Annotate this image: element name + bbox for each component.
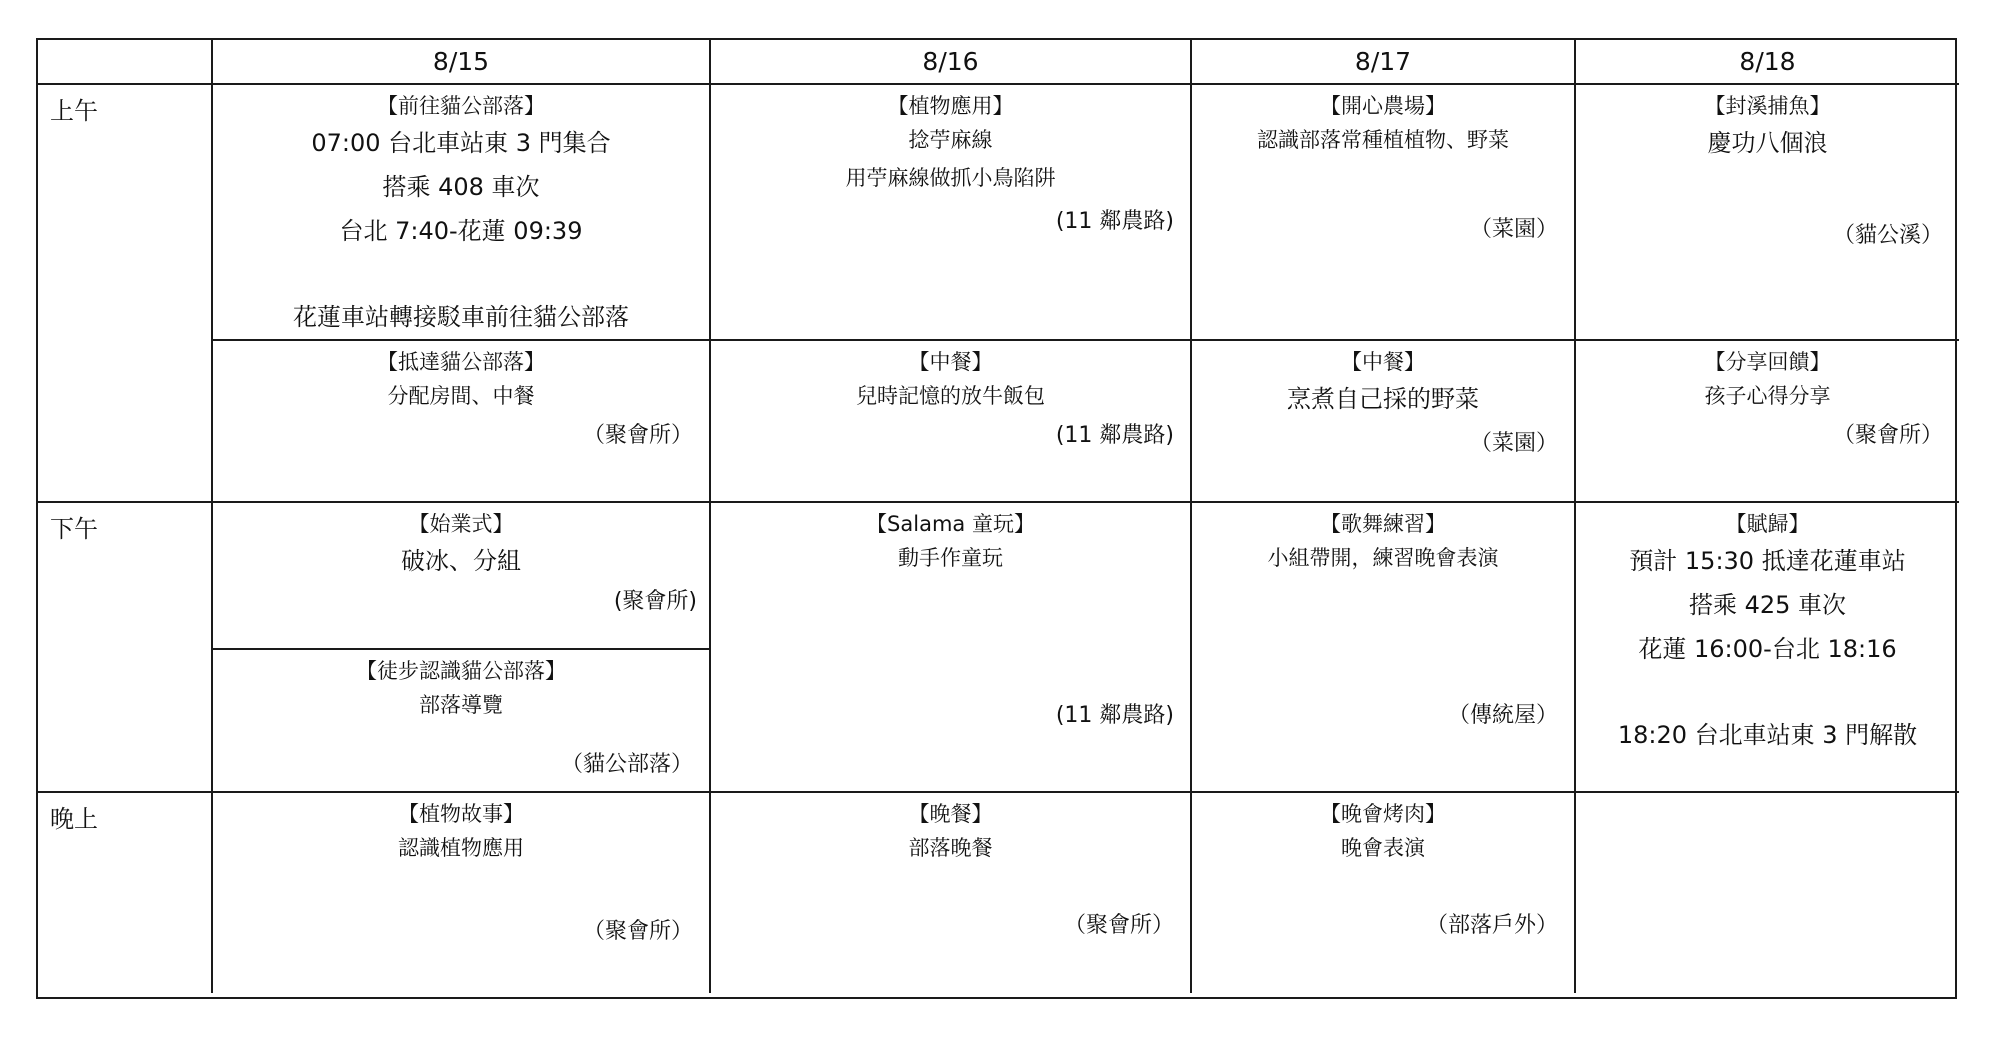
corner-cell bbox=[38, 40, 213, 85]
d1-morning-1 bbox=[213, 85, 711, 341]
d1-morning-2 bbox=[213, 341, 711, 503]
session-location: （部落戶外） bbox=[1425, 913, 1558, 938]
session-title: 【封溪捕魚】 bbox=[1704, 94, 1831, 118]
session-title: 【晚會烤肉】 bbox=[1320, 802, 1446, 826]
session-line: 預計 15:30 抵達花蓮車站 bbox=[1629, 547, 1906, 575]
d4-afternoon bbox=[1576, 503, 1959, 793]
session-title: 【植物應用】 bbox=[887, 94, 1014, 118]
session-title: 【始業式】 bbox=[408, 512, 514, 536]
session-title: 【歌舞練習】 bbox=[1320, 512, 1446, 536]
session-line: 認識部落常種植植物、野菜 bbox=[1257, 128, 1509, 152]
session-line: 小組帶開，練習晚會表演 bbox=[1267, 546, 1499, 570]
period-morning: 上午 bbox=[38, 85, 213, 503]
session-location: （菜園） bbox=[1469, 431, 1558, 456]
d1-evening bbox=[213, 793, 711, 993]
session-location: （聚會所） bbox=[582, 919, 693, 944]
session-line: 搭乘 425 車次 bbox=[1688, 591, 1847, 619]
session-line: 分配房間、中餐 bbox=[387, 384, 535, 408]
date-header-3: 8/17 bbox=[1192, 40, 1576, 85]
session-title: 【Salama 童玩】 bbox=[866, 512, 1035, 536]
session-line: 破冰、分組 bbox=[401, 547, 521, 575]
d3-afternoon bbox=[1192, 503, 1576, 793]
d2-morning-1 bbox=[711, 85, 1192, 341]
session-location: （貓公溪） bbox=[1832, 223, 1943, 248]
session-line: 晚會表演 bbox=[1341, 836, 1425, 860]
d1-afternoon-1 bbox=[213, 503, 711, 650]
period-afternoon: 下午 bbox=[38, 503, 213, 793]
d2-evening bbox=[711, 793, 1192, 993]
session-location: （菜園） bbox=[1469, 217, 1558, 242]
session-title: 【中餐】 bbox=[908, 350, 993, 374]
session-title: 【晚餐】 bbox=[908, 802, 993, 826]
session-title: 【植物故事】 bbox=[398, 802, 524, 826]
session-location: (聚會所) bbox=[613, 589, 697, 614]
session-line: 搭乘 408 車次 bbox=[382, 173, 540, 201]
session-line: 18:20 台北車站東 3 門解散 bbox=[1617, 721, 1918, 749]
session-title: 【開心農場】 bbox=[1320, 94, 1446, 118]
session-line: 花蓮 16:00-台北 18:16 bbox=[1638, 635, 1897, 663]
session-line: 動手作童玩 bbox=[898, 546, 1003, 570]
session-line: 慶功八個浪 bbox=[1707, 129, 1828, 157]
d1-afternoon-2 bbox=[213, 650, 711, 793]
d4-morning-2 bbox=[1576, 341, 1959, 503]
session-line: 用苧麻線做抓小鳥陷阱 bbox=[845, 166, 1056, 190]
session-line: 部落導覽 bbox=[419, 693, 503, 717]
date-header-1: 8/15 bbox=[213, 40, 711, 85]
session-title: 【前往貓公部落】 bbox=[377, 94, 545, 118]
d4-evening-empty bbox=[1576, 793, 1959, 993]
session-line: 烹煮自己採的野菜 bbox=[1287, 385, 1479, 413]
session-location: （聚會所） bbox=[582, 423, 693, 448]
session-line: 兒時記憶的放牛飯包 bbox=[856, 384, 1045, 408]
session-line: 台北 7:40-花蓮 09:39 bbox=[339, 217, 583, 245]
session-location: （聚會所） bbox=[1063, 913, 1174, 938]
session-line: 部落晚餐 bbox=[908, 836, 993, 860]
date-header-2: 8/16 bbox=[711, 40, 1192, 85]
session-line: 07:00 台北車站東 3 門集合 bbox=[311, 129, 611, 157]
session-title: 【徒步認識貓公部落】 bbox=[356, 659, 566, 683]
d3-morning-1 bbox=[1192, 85, 1576, 341]
date-header-4: 8/18 bbox=[1576, 40, 1959, 85]
period-evening: 晚上 bbox=[38, 793, 213, 993]
d3-morning-2 bbox=[1192, 341, 1576, 503]
session-location: （貓公部落） bbox=[560, 752, 693, 777]
session-title: 【分享回饋】 bbox=[1704, 350, 1831, 374]
session-location: (11 鄰農路) bbox=[1055, 423, 1174, 448]
session-location: （傳統屋） bbox=[1447, 703, 1558, 728]
session-title: 【賦歸】 bbox=[1725, 512, 1810, 536]
session-line: 認識植物應用 bbox=[398, 836, 524, 860]
session-line: 捻苧麻線 bbox=[908, 128, 993, 152]
d4-morning-1 bbox=[1576, 85, 1959, 341]
session-location: （聚會所） bbox=[1832, 423, 1943, 448]
d3-evening bbox=[1192, 793, 1576, 993]
session-line: 孩子心得分享 bbox=[1704, 384, 1831, 408]
schedule-table bbox=[36, 38, 1957, 999]
d2-afternoon bbox=[711, 503, 1192, 793]
session-title: 【抵達貓公部落】 bbox=[377, 350, 545, 374]
session-location: (11 鄰農路) bbox=[1055, 703, 1174, 728]
session-location: (11 鄰農路) bbox=[1055, 209, 1174, 234]
d2-morning-2 bbox=[711, 341, 1192, 503]
session-title: 【中餐】 bbox=[1341, 350, 1425, 374]
session-line: 花蓮車站轉接駁車前往貓公部落 bbox=[293, 303, 629, 331]
